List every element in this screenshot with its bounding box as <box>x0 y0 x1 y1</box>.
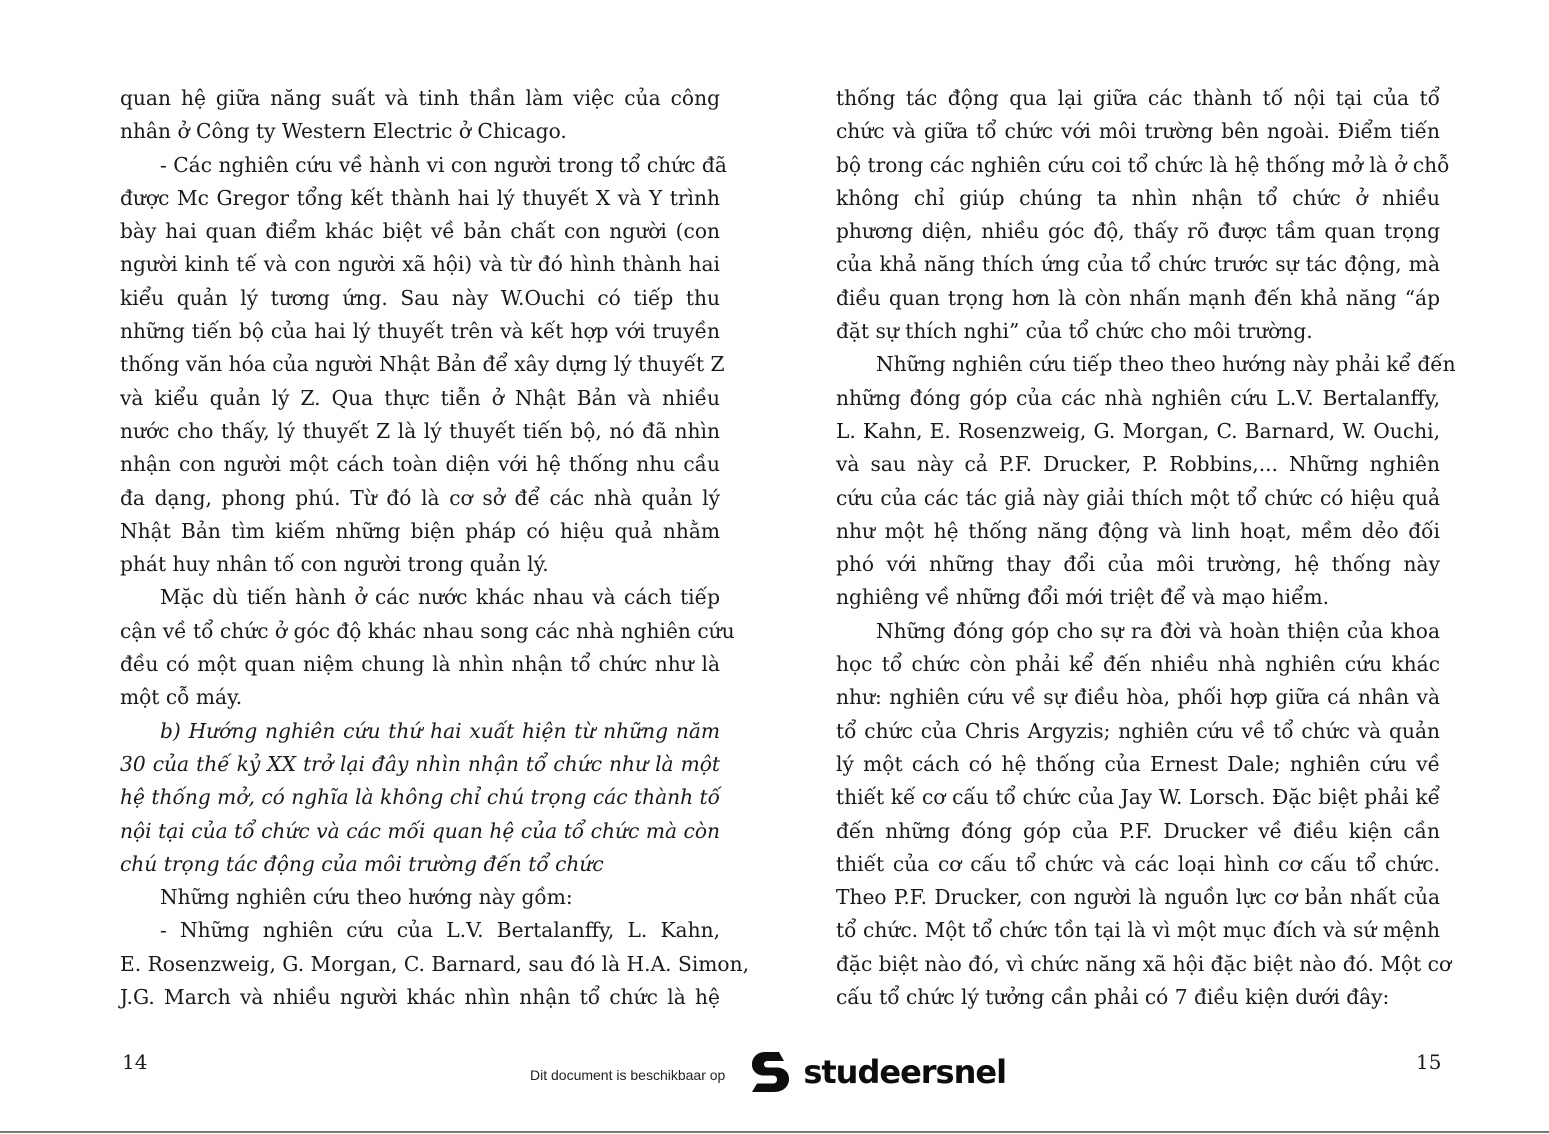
text-line: - Các nghiên cứu về hành vi con người trong tổ chức đã <box>160 152 727 177</box>
italic-text-line: 30 của thế kỷ XX trở lại đây nhìn nhận tổ chức như là một <box>120 751 720 776</box>
text-line: thống văn hóa của người Nhật Bản để xây dựng lý thuyết Z <box>120 352 725 377</box>
italic-text-line: b) Hướng nghiên cứu thứ hai xuất hiện từ những năm <box>160 718 720 743</box>
text-line: đặc biệt nào đó, vì chức năng xã hội đặc biệt nào đó. Một cơ <box>836 951 1452 976</box>
text-line: Những nghiên cứu theo hướng này gồm: <box>160 885 573 910</box>
text-line: phó với những thay đổi của môi trường, hệ thống này <box>836 552 1440 577</box>
text-line: chức và giữa tổ chức với môi trường bên ngoài. Điểm tiến <box>836 119 1440 144</box>
text-line: E. Rosenzweig, G. Morgan, C. Barnard, sau đó là H.A. Simon, <box>120 951 749 976</box>
text-line: một cỗ máy. <box>120 685 243 710</box>
text-line: thiết của cơ cấu tổ chức và các loại hình cơ cấu tổ chức. <box>836 851 1440 876</box>
text-line: cận về tổ chức ở góc độ khác nhau song các nhà nghiên cứu <box>120 618 735 643</box>
italic-text-line: nội tại của tổ chức và các mối quan hệ của tổ chức mà còn <box>120 818 720 843</box>
text-line: như một hệ thống năng động và linh hoạt, mềm dẻo đối <box>836 518 1440 543</box>
text-line: lý một cách có hệ thống của Ernest Dale; nghiên cứu về <box>836 751 1440 776</box>
text-line: như: nghiên cứu về sự điều hòa, phối hợp giữa cá nhân và <box>836 685 1440 710</box>
text-line: quan hệ giữa năng suất và tinh thần làm việc của công <box>120 86 720 110</box>
text-line: học tổ chức còn phải kể đến nhiều nhà nghiên cứu khác <box>836 652 1440 677</box>
footer-banner[interactable] <box>530 1048 1006 1096</box>
text-line: phương diện, nhiều góc độ, thấy rõ được tầm quan trọng <box>836 219 1440 244</box>
text-line: Nhật Bản tìm kiếm những biện pháp có hiệu quả nhằm <box>120 518 720 543</box>
text-line: của khả năng thích ứng của tổ chức trước sự tác động, mà <box>836 252 1440 277</box>
text-line: cứu của các tác giả này giải thích một tổ chức có hiệu quả <box>836 485 1440 510</box>
text-line: tổ chức của Chris Argyzis; nghiên cứu về tổ chức và quản <box>836 718 1440 743</box>
text-line: thống tác động qua lại giữa các thành tố nội tại của tổ <box>836 86 1440 110</box>
text-line: Những nghiên cứu tiếp theo theo hướng này phải kể đến <box>876 352 1456 377</box>
studeersnel-wordmark: studeersnel <box>803 1053 1007 1091</box>
text-line: đa dạng, phong phú. Từ đó là cơ sở để các nhà quản lý <box>120 485 720 510</box>
text-line: cấu tổ chức lý tưởng cần phải có 7 điều kiện dưới đây: <box>836 985 1390 1010</box>
text-line: phát huy nhân tố con người trong quản lý. <box>120 552 549 577</box>
italic-text-line: chú trọng tác động của môi trường đến tổ chức <box>120 851 604 876</box>
text-line: nhân ở Công ty Western Electric ở Chicago. <box>120 119 567 144</box>
text-line: tổ chức. Một tổ chức tồn tại là vì một mục đích và sứ mệnh <box>836 918 1440 943</box>
text-line: và sau này cả P.F. Drucker, P. Robbins,... Những nghiên <box>836 452 1440 477</box>
text-line: đều có một quan niệm chung là nhìn nhận tổ chức như là <box>120 652 720 677</box>
bottom-rule <box>0 1131 1549 1133</box>
text-line: những đóng góp của các nhà nghiên cứu L.V. Bertalanffy, <box>836 385 1440 410</box>
text-line: L. Kahn, E. Rosenzweig, G. Morgan, C. Barnard, W. Ouchi, <box>836 418 1440 443</box>
right-page <box>836 82 1456 1014</box>
left-page <box>120 82 749 1014</box>
text-line: nhận con người một cách toàn diện với hệ thống nhu cầu <box>120 452 720 477</box>
footer-text: Dit document is beschikbaar op <box>530 1067 726 1083</box>
text-line: đặt sự thích nghi” của tổ chức cho môi trường. <box>836 319 1313 344</box>
text-line: Theo P.F. Drucker, con người là nguồn lực cơ bản nhất của <box>836 885 1440 910</box>
text-line: được Mc Gregor tổng kết thành hai lý thuyết X và Y trình <box>120 185 720 210</box>
text-line: kiểu quản lý tương ứng. Sau này W.Ouchi có tiếp thu <box>120 285 720 310</box>
text-line: - Những nghiên cứu của L.V. Bertalanffy, L. Kahn, <box>160 918 720 943</box>
page-number-right: 15 <box>1416 1050 1442 1074</box>
text-line: đến những đóng góp của P.F. Drucker về điều kiện cần <box>836 818 1440 843</box>
text-line: không chỉ giúp chúng ta nhìn nhận tổ chức ở nhiều <box>836 185 1440 210</box>
text-line: người kinh tế và con người xã hội) và từ đó hình thành hai <box>120 252 720 277</box>
studeersnel-logo[interactable] <box>749 1049 1006 1095</box>
text-line: nước cho thấy, lý thuyết Z là lý thuyết tiến bộ, nó đã nhìn <box>120 418 720 443</box>
text-line: bày hai quan điểm khác biệt về bản chất con người (con <box>120 219 720 244</box>
studeersnel-s-icon <box>749 1049 793 1095</box>
text-line: thiết kế cơ cấu tổ chức của Jay W. Lorsch. Đặc biệt phải kể <box>836 785 1440 810</box>
text-line: điều quan trọng hơn là còn nhấn mạnh đến khả năng “áp <box>836 285 1440 310</box>
page-number-left: 14 <box>122 1050 148 1074</box>
text-line: nghiêng về những đổi mới triệt để và mạo hiểm. <box>836 585 1330 610</box>
text-line: J.G. March và nhiều người khác nhìn nhận tổ chức là hệ <box>120 985 720 1010</box>
text-line: và kiểu quản lý Z. Qua thực tiễn ở Nhật Bản và nhiều <box>120 385 720 410</box>
text-line: bộ trong các nghiên cứu coi tổ chức là hệ thống mở là ở chỗ <box>836 152 1450 177</box>
text-line: Mặc dù tiến hành ở các nước khác nhau và cách tiếp <box>160 585 720 610</box>
text-line: Những đóng góp cho sự ra đời và hoàn thiện của khoa <box>876 618 1440 643</box>
text-line: những tiến bộ của hai lý thuyết trên và kết hợp với truyền <box>120 319 720 344</box>
italic-text-line: hệ thống mở, có nghĩa là không chỉ chú trọng các thành tố <box>120 785 720 810</box>
